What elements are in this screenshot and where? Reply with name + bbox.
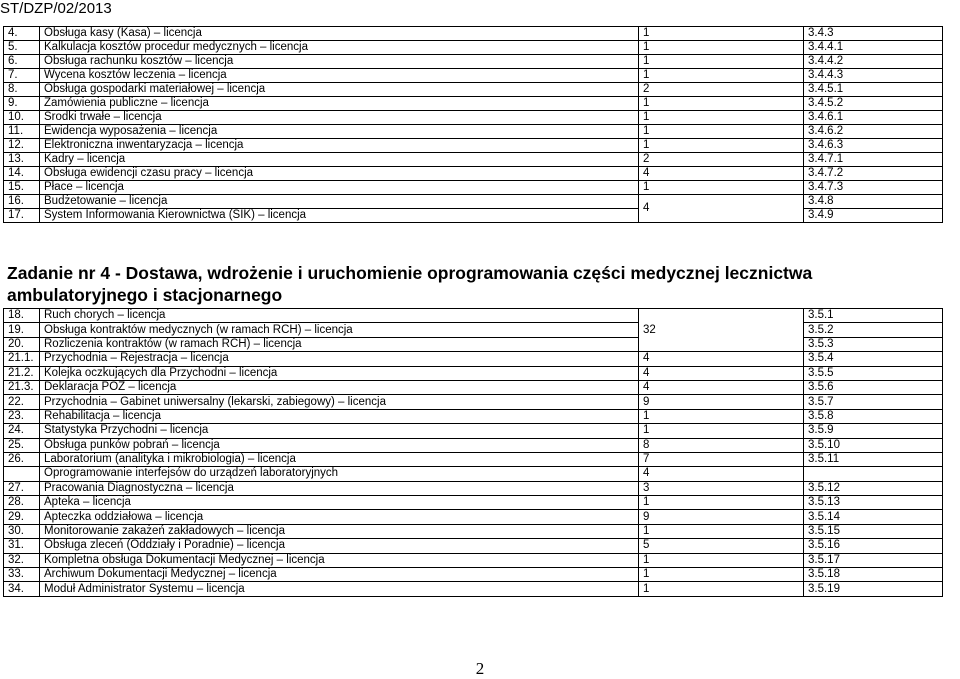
table-row — [4, 424, 943, 438]
row-number: 18. — [4, 309, 40, 323]
table-row — [4, 496, 943, 510]
item-qty: 8 — [639, 438, 804, 452]
row-number: 26. — [4, 452, 40, 466]
item-qty: 4 — [639, 352, 804, 366]
section-heading: Zadanie nr 4 - Dostawa, wdrożenie i uruchomienie oprogramowania części medycznej lecznictwa ambulatoryjnego i stacjonarnego — [7, 263, 813, 305]
item-code: 3.4.3 — [804, 27, 943, 41]
item-code: 3.5.17 — [804, 553, 943, 567]
item-name: Apteczka oddziałowa – licencja — [40, 510, 639, 524]
item-qty: 1 — [639, 69, 804, 83]
item-code: 3.5.18 — [804, 568, 943, 582]
item-name: Kalkulacja kosztów procedur medycznych – licencja — [40, 41, 639, 55]
item-code: 3.4.7.3 — [804, 181, 943, 195]
item-code: 3.4.4.2 — [804, 55, 943, 69]
row-number: 6. — [4, 55, 40, 69]
item-code: 3.5.12 — [804, 481, 943, 495]
row-number: 30. — [4, 524, 40, 538]
item-name: Laboratorium (analityka i mikrobiologia) – licencja — [40, 452, 639, 466]
row-number: 15. — [4, 181, 40, 195]
item-code: 3.4.7.2 — [804, 167, 943, 181]
row-number: 20. — [4, 337, 40, 351]
item-name: Rehabilitacja – licencja — [40, 409, 639, 423]
row-number: 8. — [4, 83, 40, 97]
page-number: 2 — [475, 659, 485, 678]
item-qty: 9 — [639, 395, 804, 409]
item-qty: 1 — [639, 55, 804, 69]
item-qty: 2 — [639, 83, 804, 97]
table-row — [4, 510, 943, 524]
item-name: Apteka – licencja — [40, 496, 639, 510]
row-number: 31. — [4, 539, 40, 553]
row-number: 16. — [4, 195, 40, 209]
item-code: 3.5.8 — [804, 409, 943, 423]
item-name: Oprogramowanie interfejsów do urządzeń laboratoryjnych — [40, 467, 639, 481]
table-row — [4, 97, 943, 111]
item-code: 3.5.10 — [804, 438, 943, 452]
item-name: Rozliczenia kontraktów (w ramach RCH) – licencja — [40, 337, 639, 351]
item-name: Obsługa kontraktów medycznych (w ramach RCH) – licencja — [40, 323, 639, 337]
item-name: System Informowania Kierownictwa (SIK) – licencja — [40, 209, 639, 223]
item-name: Przychodnia – Gabinet uniwersalny (lekarski, zabiegowy) – licencja — [40, 395, 639, 409]
item-name: Wycena kosztów leczenia – licencja — [40, 69, 639, 83]
table-row — [4, 83, 943, 97]
table-row — [4, 309, 943, 323]
table-row — [4, 55, 943, 69]
table-row — [4, 139, 943, 153]
item-name: Archiwum Dokumentacji Medycznej – licencja — [40, 568, 639, 582]
item-name: Przychodnia – Rejestracja – licencja — [40, 352, 639, 366]
item-qty: 7 — [639, 452, 804, 466]
table-row — [4, 380, 943, 394]
item-name: Kadry – licencja — [40, 153, 639, 167]
item-name: Pracowania Diagnostyczna – licencja — [40, 481, 639, 495]
row-number: 32. — [4, 553, 40, 567]
item-name: Obsługa zleceń (Oddziały i Poradnie) – licencja — [40, 539, 639, 553]
row-number: 11. — [4, 125, 40, 139]
row-number: 33. — [4, 568, 40, 582]
table-row — [4, 568, 943, 582]
row-number: 21.1. — [4, 352, 40, 366]
item-code: 3.4.6.1 — [804, 111, 943, 125]
row-number: 21.3. — [4, 380, 40, 394]
item-code: 3.5.5 — [804, 366, 943, 380]
row-number: 14. — [4, 167, 40, 181]
item-name: Ewidencja wyposażenia – licencja — [40, 125, 639, 139]
table-row — [4, 69, 943, 83]
row-number: 5. — [4, 41, 40, 55]
item-name: Obsługa punków pobrań – licencja — [40, 438, 639, 452]
row-number: 13. — [4, 153, 40, 167]
item-code: 3.5.16 — [804, 539, 943, 553]
item-code: 3.4.6.2 — [804, 125, 943, 139]
item-code: 3.5.11 — [804, 452, 943, 466]
item-qty: 32 — [639, 309, 804, 352]
row-number: 21.2. — [4, 366, 40, 380]
license-table-part2 — [3, 308, 943, 597]
item-code: 3.5.15 — [804, 524, 943, 538]
item-code: 3.5.9 — [804, 424, 943, 438]
table-row — [4, 41, 943, 55]
table-row — [4, 582, 943, 596]
table-row — [4, 452, 943, 466]
item-qty: 4 — [639, 366, 804, 380]
item-qty: 4 — [639, 167, 804, 181]
item-code — [804, 467, 943, 481]
license-table-part1 — [3, 26, 943, 223]
item-code: 3.5.3 — [804, 337, 943, 351]
table-row — [4, 395, 943, 409]
item-qty: 1 — [639, 181, 804, 195]
table-row — [4, 167, 943, 181]
item-qty: 1 — [639, 409, 804, 423]
item-qty: 2 — [639, 153, 804, 167]
item-qty: 1 — [639, 582, 804, 596]
item-code: 3.5.7 — [804, 395, 943, 409]
item-code: 3.5.2 — [804, 323, 943, 337]
item-name: Obsługa ewidencji czasu pracy – licencja — [40, 167, 639, 181]
item-qty: 1 — [639, 524, 804, 538]
item-code: 3.5.4 — [804, 352, 943, 366]
item-code: 3.5.13 — [804, 496, 943, 510]
table-row — [4, 352, 943, 366]
row-number: 7. — [4, 69, 40, 83]
item-name: Monitorowanie zakażeń zakładowych – licencja — [40, 524, 639, 538]
item-code: 3.5.14 — [804, 510, 943, 524]
item-qty: 1 — [639, 568, 804, 582]
item-qty: 1 — [639, 41, 804, 55]
item-name: Środki trwałe – licencja — [40, 111, 639, 125]
item-code: 3.4.4.1 — [804, 41, 943, 55]
item-code: 3.4.8 — [804, 195, 943, 209]
item-code: 3.5.6 — [804, 380, 943, 394]
item-qty: 9 — [639, 510, 804, 524]
item-qty: 1 — [639, 125, 804, 139]
item-code: 3.5.19 — [804, 582, 943, 596]
item-name: Budżetowanie – licencja — [40, 195, 639, 209]
item-name: Obsługa kasy (Kasa) – licencja — [40, 27, 639, 41]
table-row — [4, 195, 943, 209]
row-number: 29. — [4, 510, 40, 524]
document-id: ST/DZP/02/2013 — [0, 0, 112, 17]
item-qty: 1 — [639, 553, 804, 567]
item-qty: 4 — [639, 467, 804, 481]
table-row — [4, 409, 943, 423]
row-number: 28. — [4, 496, 40, 510]
item-qty: 4 — [639, 380, 804, 394]
row-number: 17. — [4, 209, 40, 223]
item-qty: 5 — [639, 539, 804, 553]
table-row — [4, 539, 943, 553]
item-qty: 1 — [639, 496, 804, 510]
table-row — [4, 181, 943, 195]
item-qty: 1 — [639, 139, 804, 153]
item-qty: 4 — [639, 195, 804, 223]
table-row — [4, 153, 943, 167]
table-row — [4, 111, 943, 125]
item-code: 3.5.1 — [804, 309, 943, 323]
item-name: Moduł Administrator Systemu – licencja — [40, 582, 639, 596]
item-code: 3.4.5.1 — [804, 83, 943, 97]
table-row — [4, 467, 943, 481]
item-name: Ruch chorych – licencja — [40, 309, 639, 323]
item-qty: 1 — [639, 111, 804, 125]
table-row — [4, 438, 943, 452]
table-row — [4, 481, 943, 495]
item-code: 3.4.6.3 — [804, 139, 943, 153]
table-row — [4, 366, 943, 380]
item-name: Płace – licencja — [40, 181, 639, 195]
table-row — [4, 524, 943, 538]
row-number: 25. — [4, 438, 40, 452]
item-name: Kompletna obsługa Dokumentacji Medycznej – licencja — [40, 553, 639, 567]
item-name: Zamówienia publiczne – licencja — [40, 97, 639, 111]
item-code: 3.4.5.2 — [804, 97, 943, 111]
row-number — [4, 467, 40, 481]
table-row — [4, 125, 943, 139]
item-name: Obsługa gospodarki materiałowej – licencja — [40, 83, 639, 97]
item-qty: 3 — [639, 481, 804, 495]
row-number: 9. — [4, 97, 40, 111]
row-number: 27. — [4, 481, 40, 495]
row-number: 4. — [4, 27, 40, 41]
item-qty: 1 — [639, 27, 804, 41]
item-code: 3.4.4.3 — [804, 69, 943, 83]
item-qty: 1 — [639, 97, 804, 111]
row-number: 12. — [4, 139, 40, 153]
row-number: 19. — [4, 323, 40, 337]
item-name: Deklaracja POZ – licencja — [40, 380, 639, 394]
item-qty: 1 — [639, 424, 804, 438]
item-name: Obsługa rachunku kosztów – licencja — [40, 55, 639, 69]
row-number: 22. — [4, 395, 40, 409]
table-row — [4, 553, 943, 567]
item-name: Statystyka Przychodni – licencja — [40, 424, 639, 438]
row-number: 34. — [4, 582, 40, 596]
table-row — [4, 27, 943, 41]
item-name: Kolejka oczkujących dla Przychodni – licencja — [40, 366, 639, 380]
row-number: 24. — [4, 424, 40, 438]
item-code: 3.4.9 — [804, 209, 943, 223]
item-name: Elektroniczna inwentaryzacja – licencja — [40, 139, 639, 153]
row-number: 10. — [4, 111, 40, 125]
item-code: 3.4.7.1 — [804, 153, 943, 167]
row-number: 23. — [4, 409, 40, 423]
